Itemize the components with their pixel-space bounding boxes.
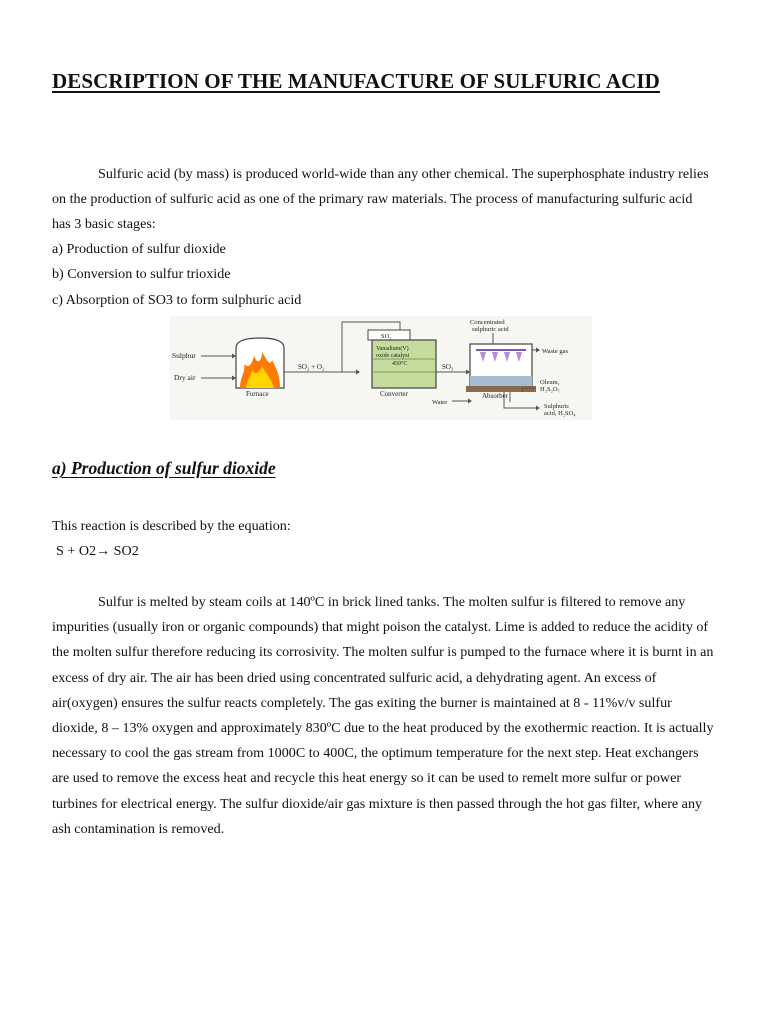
so2-o2-stream-label: SO₂ + O₂ [298, 363, 325, 371]
equation-intro: This reaction is described by the equation: [52, 518, 291, 534]
stage-item-b: b) Conversion to sulfur trioxide [52, 266, 231, 282]
converter-label: Converter [380, 390, 408, 398]
so2-top-label: SO₂ [381, 333, 392, 340]
intro-text: Sulfuric acid (by mass) is produced world-wide than any other chemical. The superphosphate industry relies on the production of sulfuric acid as one of the primary raw materials. The process of manufacturing sulfuric acid has 3 basic stages: [52, 166, 709, 233]
furnace-label: Furnace [246, 390, 269, 398]
absorber-packing [470, 376, 532, 386]
sulfur-input-label: Sulphur [172, 351, 196, 360]
acid-in-label-line2: sulphuric acid [472, 326, 509, 333]
section-a-heading: a) Production of sulfur dioxide [52, 458, 276, 478]
stage-item-a: a) Production of sulfur dioxide [52, 241, 226, 257]
intro-paragraph [52, 162, 714, 238]
section-a-body-paragraph [52, 590, 714, 842]
so3-stream-label: SO₃ [442, 363, 454, 371]
product-label-line1: Sulphuric [544, 403, 570, 410]
reaction-equation: S + O2→ SO2 [56, 543, 139, 559]
catalyst-label-line3: 450°C [392, 361, 408, 367]
catalyst-label-line1: Vanadium(V) [376, 346, 409, 352]
oleum-label-line2: H₂S₂O₇ [540, 386, 560, 393]
product-label-line2: acid, H₂SO₄ [544, 410, 576, 417]
section-a-body-text: Sulfur is melted by steam coils at 140ºC in brick lined tanks. The molten sulfur is filtered to remove any impurities (usually iron or organic compounds) that might poison the catalyst. Lime is added to reduce the acidity of the molten sulfur therefore reducing its corrosivity. The molten sulfur is pumped to the furnace where it is burnt in an excess of dry air. The air has been dried using concentrated sulfuric acid, a dehydrating agent. An excess of air(oxygen) ensures the sulfur reacts completely. The gas exiting the burner is maintained at 8 - 11%v/v sulfur dioxide, 8 – 13% oxygen and approximately 830ºC due to the heat produced by the exothermic reaction. It is actually necessary to cool the gas stream from 1000C to 400C, the optimum temperature for the next step. Heat exchangers are used to remove the excess heat and recycle this heat energy so it can be used to remelt more sulfur or power turbines for electrical energy. The sulfur dioxide/air gas mixture is then passed through the hot gas filter, where any ash contamination is removed. [52, 594, 714, 837]
acid-in-label-line1: Concentrated [470, 319, 505, 326]
catalyst-label-line2: oxide catalyst [376, 353, 410, 359]
oleum-label-line1: Oleum, [540, 379, 560, 386]
document-title: DESCRIPTION OF THE MANUFACTURE OF SULFURIC ACID [52, 69, 660, 93]
waste-gas-label: Waste gas [542, 348, 569, 355]
dry-air-input-label: Dry air [174, 373, 196, 382]
sulfuric-acid-process-diagram [170, 316, 592, 420]
absorber-label: Absorber [482, 392, 509, 400]
water-input-label: Water [432, 399, 448, 406]
stage-item-c: c) Absorption of SO3 to form sulphuric acid [52, 292, 302, 308]
